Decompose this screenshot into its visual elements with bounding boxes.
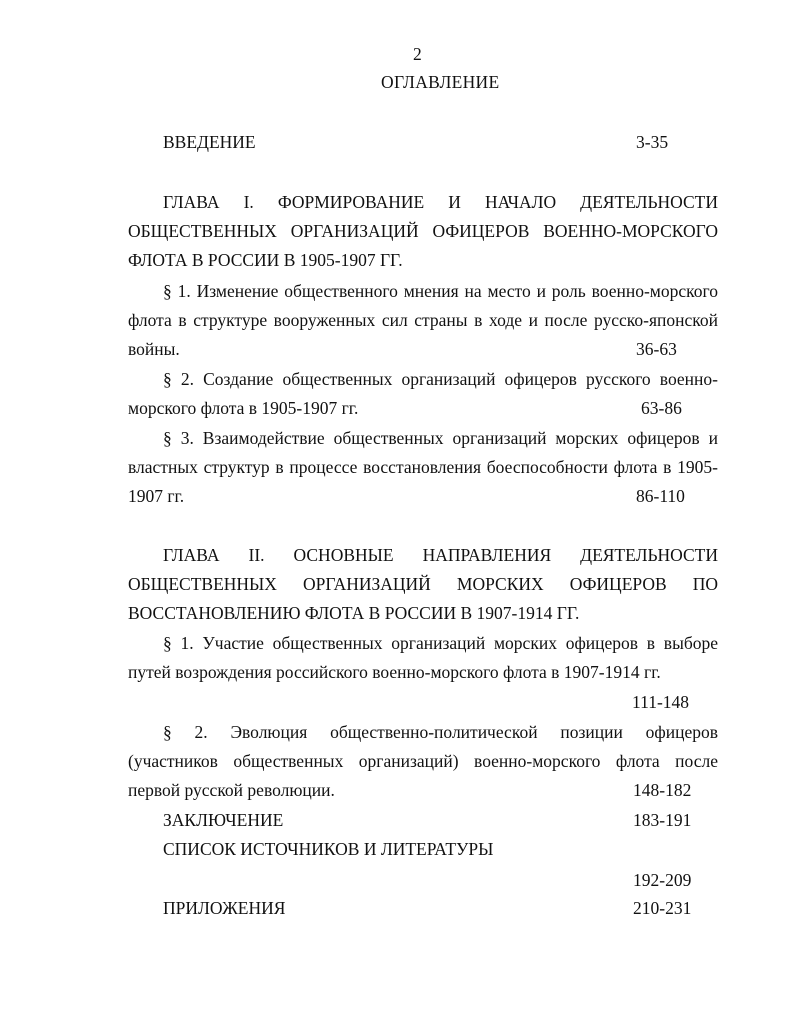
ch2-s2-line-3[interactable]: первой русской революции. [128,780,335,800]
toc-appendix-pages: 210-231 [633,898,692,918]
ch1-s2-line-1[interactable]: § 2. Создание общественных организаций офицеров русского военно- [163,369,718,389]
chapter2-title-line-3[interactable]: ВОССТАНОВЛЕНИЮ ФЛОТА В РОССИИ В 1907-1914 ГГ. [128,603,580,623]
ch2-s2-line-2[interactable]: (участников общественных организаций) военно-морского флота после [128,751,718,771]
ch1-s1-pages: 36-63 [636,339,677,359]
ch1-s2-line-2[interactable]: морского флота в 1905-1907 гг. [128,398,359,418]
chapter1-title-line-2[interactable]: ОБЩЕСТВЕННЫХ ОРГАНИЗАЦИЙ ОФИЦЕРОВ ВОЕННО-МОРСКОГО [128,221,718,241]
chapter2-title-line-2[interactable]: ОБЩЕСТВЕННЫХ ОРГАНИЗАЦИЙ МОРСКИХ ОФИЦЕРОВ ПО [128,574,718,594]
ch1-s3-line-1[interactable]: § 3. Взаимодействие общественных организаций морских офицеров и [163,428,718,448]
toc-title: ОГЛАВЛЕНИЕ [381,72,500,92]
toc-sources-label[interactable]: СПИСОК ИСТОЧНИКОВ И ЛИТЕРАТУРЫ [163,839,494,859]
ch2-s1-line-1[interactable]: § 1. Участие общественных организаций морских офицеров в выборе [163,633,718,653]
toc-appendix-label[interactable]: ПРИЛОЖЕНИЯ [163,898,286,918]
ch1-s2-pages: 63-86 [641,398,682,418]
ch2-s1-line-2[interactable]: путей возрождения российского военно-морского флота в 1907-1914 гг. [128,662,661,682]
toc-intro-label[interactable]: ВВЕДЕНИЕ [163,132,256,152]
ch1-s3-line-3[interactable]: 1907 гг. [128,486,185,506]
chapter1-title-line-3[interactable]: ФЛОТА В РОССИИ В 1905-1907 ГГ. [128,250,403,270]
page-number: 2 [413,44,422,64]
ch2-s1-pages: 111-148 [632,692,690,712]
chapter1-title-line-1[interactable]: ГЛАВА I. ФОРМИРОВАНИЕ И НАЧАЛО ДЕЯТЕЛЬНОСТИ [163,192,718,212]
toc-conclusion-label[interactable]: ЗАКЛЮЧЕНИЕ [163,810,284,830]
toc-sources-pages: 192-209 [633,870,692,890]
ch1-s1-line-2[interactable]: флота в структуре вооруженных сил страны в ходе и после русско-японской [128,310,718,330]
ch2-s2-line-1[interactable]: § 2. Эволюция общественно-политической позиции офицеров [163,722,718,742]
ch1-s1-line-3[interactable]: войны. [128,339,180,359]
toc-conclusion-pages: 183-191 [633,810,692,830]
ch1-s3-pages: 86-110 [636,486,685,506]
ch2-s2-pages: 148-182 [633,780,692,800]
chapter2-title-line-1[interactable]: ГЛАВА II. ОСНОВНЫЕ НАПРАВЛЕНИЯ ДЕЯТЕЛЬНОСТИ [163,545,718,565]
ch1-s3-line-2[interactable]: властных структур в процессе восстановления боеспособности флота в 1905- [128,457,718,477]
toc-intro-pages: 3-35 [636,132,669,152]
ch1-s1-line-1[interactable]: § 1. Изменение общественного мнения на место и роль военно-морского [163,281,718,301]
